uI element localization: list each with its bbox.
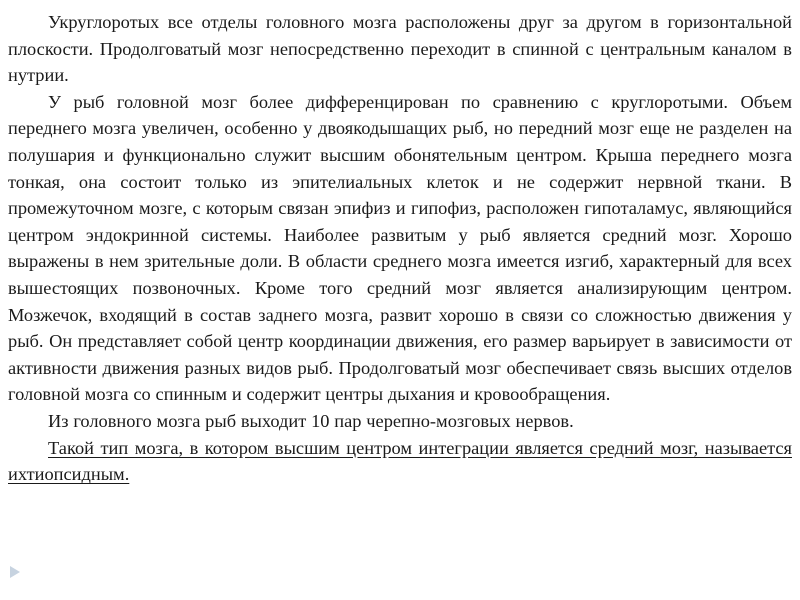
paragraph-cranial-nerves: Из головного мозга рыб выходит 10 пар черепно-мозговых нервов. xyxy=(48,410,574,431)
body-text xyxy=(8,9,792,488)
triangle-right-icon xyxy=(10,566,20,578)
paragraph-cyclostomes: Укруглоротых все отделы головного мозга расположены друг за другом в горизонтальной плоскости. Продолговатый мозг непосредственно переходит в спинной с центральным каналом в нутрии. xyxy=(8,12,792,86)
paragraph-ichthyopsid-definition: Такой тип мозга, в котором высшим центром интеграции является средний мозг, называется ихтиопсидным. xyxy=(8,437,792,485)
paragraph-fish-brain: У рыб головной мозг более дифференцирован по сравнению с круглоротыми. Объем переднего мозга увеличен, особенно у двоякодышащих рыб, но передний мозг еще не разделен на полушария и функционально служит высшим обонятельным центром. Крыша переднего мозга тонкая, она состоит только из эпителиальных клеток и не содержит нервной ткани. В промежуточном мозге, с которым связан эпифиз и гипофиз, расположен гипоталамус, являющийся центром эндокринной системы. Наиболее развитым у рыб является средний мозг. Хорошо выражены в нем зрительные доли. В области среднего мозга имеется изгиб, характерный для всех вышестоящих позвоночных. Кроме того средний мозг является анализирующим центром. Мозжечок, входящий в состав заднего мозга, развит хорошо в связи со сложностью движения у рыб. Он представляет собой центр координации движения, его размер варьирует в зависимости от активности движения разных видов рыб. Продолговатый мозг обеспечивает связь высших отделов головной мозга со спинным и содержит центры дыхания и кровообращения. xyxy=(8,91,792,405)
